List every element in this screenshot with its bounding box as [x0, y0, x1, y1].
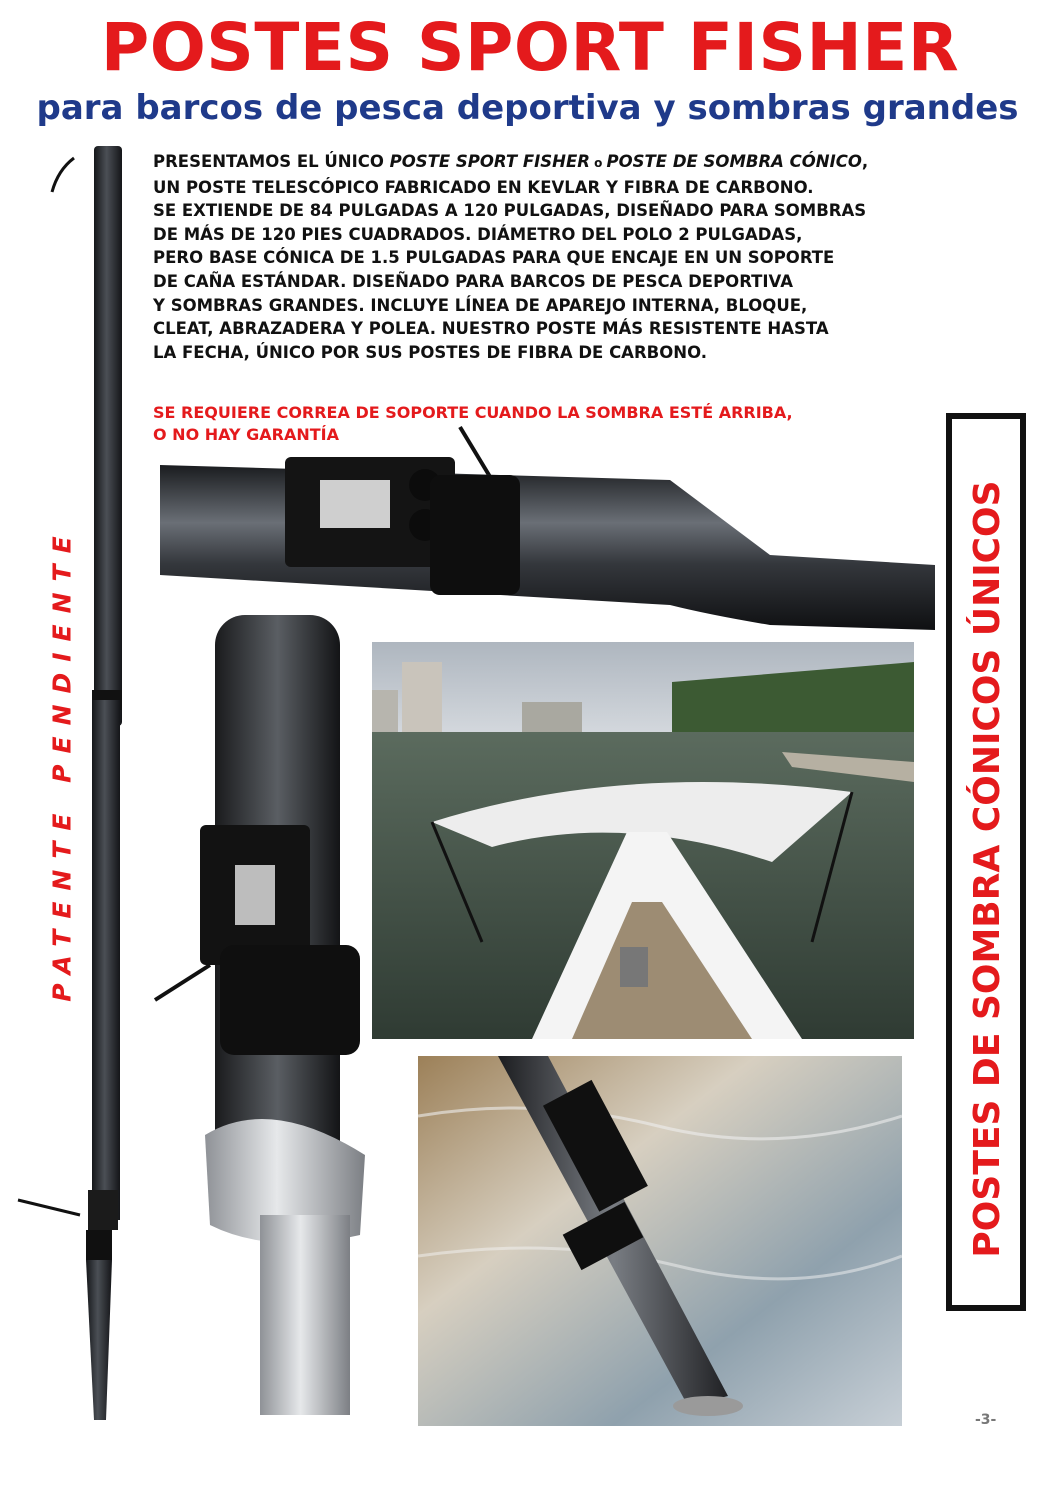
page-number: -3-	[975, 1412, 997, 1428]
patent-pending-text: PATENTE PENDIENTE	[47, 525, 77, 1002]
description-line-6: DE CAÑA ESTÁNDAR. DISEÑADO PARA BARCOS DE PESCA DEPORTIVA	[153, 271, 793, 291]
description-punct: ,	[861, 152, 869, 171]
description-line-8: CLEAT, ABRAZADERA Y POLEA. NUESTRO POSTE MÁS RESISTENTE HASTA	[153, 319, 829, 339]
description-line-4: DE MÁS DE 120 PIES CUADRADOS. DIÁMETRO DEL POLO 2 PULGADAS,	[153, 224, 803, 244]
tapered-base-photo	[150, 425, 945, 640]
warning-line-1: SE REQUIERE CORREA DE SOPORTE CUANDO LA SOMBRA ESTÉ ARRIBA,	[153, 403, 793, 422]
description-line-7: Y SOMBRAS GRANDES. INCLUYE LÍNEA DE APAREJO INTERNA, BLOQUE,	[153, 295, 808, 315]
full-pole-photo	[8, 140, 148, 1425]
pole-water-photo	[418, 1056, 902, 1426]
description-text: PRESENTAMOS EL ÚNICO	[153, 152, 390, 171]
page-title: POSTES SPORT FISHER	[100, 9, 960, 86]
sidebar-banner	[946, 413, 1026, 1311]
description-line-1	[153, 150, 973, 176]
product-alt-name-emphasis: POSTE DE SOMBRA CÓNICO	[606, 152, 862, 171]
page-subtitle: para barcos de pesca deportiva y sombras grandes	[36, 88, 1019, 128]
description-line-2: UN POSTE TELESCÓPICO FABRICADO EN KEVLAR Y FIBRA DE CARBONO.	[153, 177, 814, 197]
description-line-3: SE EXTIENDE DE 84 PULGADAS A 120 PULGADAS, DISEÑADO PARA SOMBRAS	[153, 201, 867, 221]
sidebar-banner-text: POSTES DE SOMBRA CÓNICOS ÚNICOS	[967, 480, 1008, 1258]
rod-holder-photo	[150, 615, 375, 1425]
warning-line-2: O NO HAY GARANTÍA	[153, 425, 339, 444]
description-connector: o	[589, 156, 607, 170]
product-description	[153, 150, 973, 364]
boat-shade-photo	[372, 642, 914, 1039]
product-name-emphasis: POSTE SPORT FISHER	[389, 152, 590, 171]
description-line-5: PERO BASE CÓNICA DE 1.5 PULGADAS PARA QUE ENCAJE EN UN SOPORTE	[153, 248, 835, 268]
description-line-9: LA FECHA, ÚNICO POR SUS POSTES DE FIBRA DE CARBONO.	[153, 342, 707, 362]
